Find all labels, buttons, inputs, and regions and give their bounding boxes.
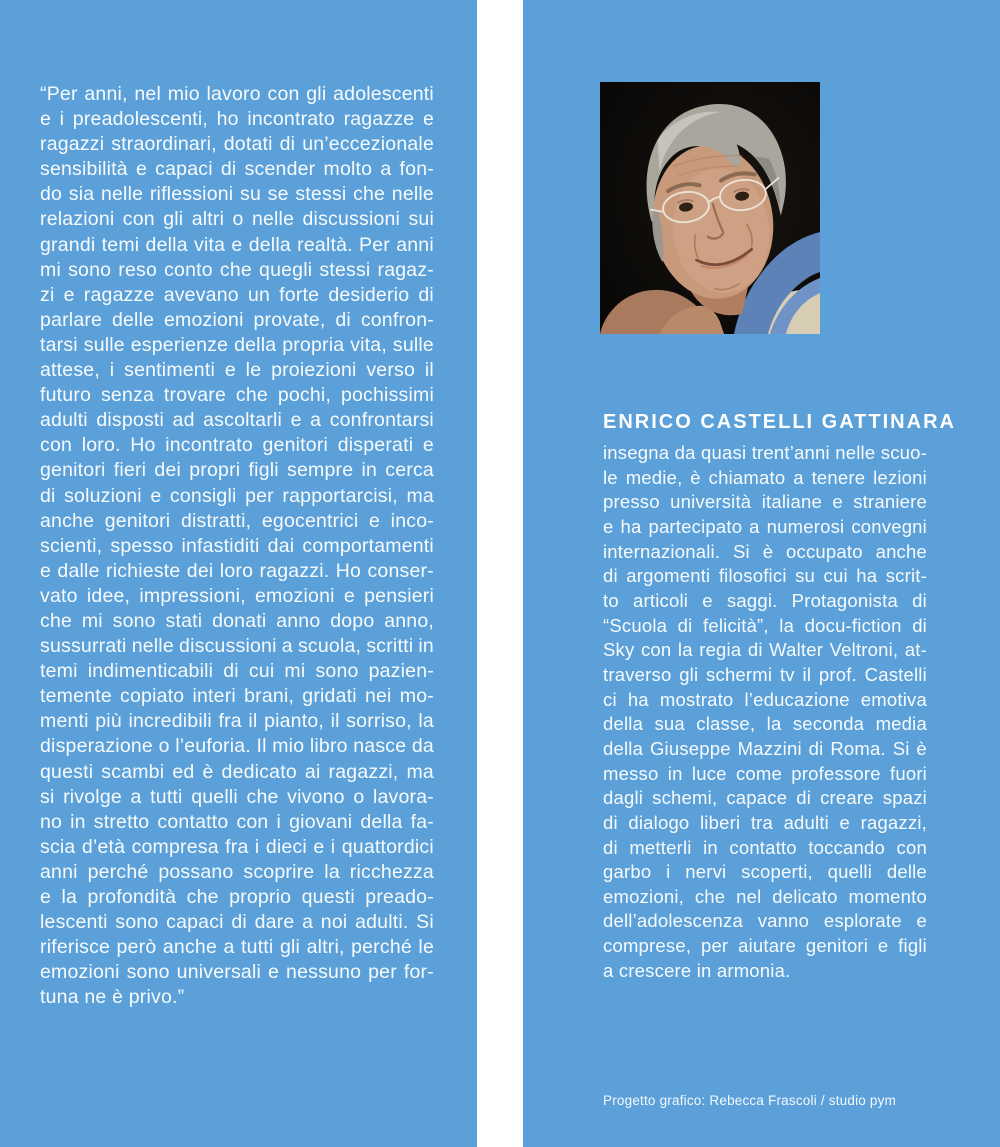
author-name: ENRICO CASTELLI GATTINARA — [603, 411, 956, 433]
text-line: messo in luce come professore fuori — [603, 762, 927, 784]
text-line: insegna da quasi trent’anni nelle scuo- — [603, 442, 927, 463]
text-line: riferisce però anche a tutti gli altri, perché le — [40, 936, 434, 959]
text-line: grandi temi della vita e della realtà. Per anni — [40, 233, 434, 256]
text-line: che mi sono stati donati anno dopo anno, — [40, 609, 434, 632]
text-line: di soluzioni e consigli per rapportarcisi, ma — [40, 484, 434, 507]
text-line: adulti disposti ad ascoltarli e a confrontarsi — [40, 409, 434, 432]
text-line: presso università italiane e straniere — [603, 491, 927, 513]
text-line: della sua classe, la seconda media — [603, 713, 927, 735]
text-line: temente copiato interi brani, gridati nei mo- — [40, 685, 434, 708]
text-line: “Scuola di felicità”, la docu-fiction di — [603, 614, 927, 636]
text-line: tarsi sulle esperienze della propria vita, sulle — [40, 333, 434, 356]
text-line: sussurrati nelle discussioni a scuola, scritti in — [40, 635, 434, 658]
design-credit: Progetto grafico: Rebecca Frascoli / studio pym — [603, 1093, 897, 1108]
text-line: ci ha mostrato l’educazione emotiva — [603, 688, 927, 710]
text-line: e ha partecipato a numerosi convegni — [603, 515, 927, 537]
text-line: menti più incredibili fra il pianto, il sorriso, la — [40, 710, 434, 733]
text-line: della Giuseppe Mazzini di Roma. Si è — [603, 737, 927, 759]
text-line: zi e ragazze avevano un forte desiderio di — [40, 283, 434, 306]
text-line: no in stretto contatto con i giovani della fa- — [40, 810, 434, 833]
text-line: comprese, per aiutare genitori e figli — [603, 935, 927, 957]
author-photo — [600, 82, 820, 334]
text-line: le medie, è chiamato a tenere lezioni — [603, 466, 927, 488]
text-line: parlare delle emozioni provate, di confron- — [40, 308, 434, 331]
text-line: scia d’età compresa fra i dieci e i quattordici — [40, 835, 434, 858]
text-line: dagli schemi, capace di creare spazi — [603, 787, 927, 809]
author-portrait-illustration — [600, 82, 820, 334]
text-line: mi sono reso conto che quegli stessi ragaz- — [40, 258, 434, 281]
text-line: di argomenti filosofici su cui ha scrit- — [603, 565, 927, 587]
text-line: e la profondità che proprio questi preado- — [40, 886, 434, 908]
bio-text — [603, 441, 927, 983]
text-line: con loro. Ho incontrato genitori disperati e — [40, 434, 434, 457]
text-line: si rivolge a tutti quelli che vivono o lavora- — [40, 785, 434, 808]
text-line: a crescere in armonia. — [603, 959, 791, 981]
text-line: temi indimenticabili di cui mi sono pazien- — [40, 660, 434, 683]
text-line: di metterli in contatto toccando con — [603, 836, 927, 858]
text-line: ragazzi straordinari, dotati di un’eccezionale — [40, 133, 434, 156]
text-line: attese, i sentimenti e le proiezioni verso il — [40, 359, 434, 382]
text-line: anche genitori distratti, egocentrici e inco- — [40, 509, 434, 532]
text-line: anni perché possano scoprire la ricchezza — [40, 860, 434, 883]
text-line: Sky con la regia di Walter Veltroni, at- — [603, 639, 927, 661]
text-line: vato idee, impressioni, emozioni e pensieri — [40, 584, 434, 607]
text-line: lescenti sono capaci di dare a noi adulti. Si — [40, 911, 434, 934]
text-line: emozioni, che nel delicato momento — [603, 885, 927, 907]
text-line: disperazione o l’euforia. Il mio libro nasce da — [40, 735, 434, 758]
text-line: di dialogo liberi tra adulti e ragazzi, — [603, 811, 927, 833]
text-line: e dalle richieste dei loro ragazzi. Ho conser- — [40, 559, 434, 582]
quote-text — [40, 82, 434, 1010]
text-line: tuna ne è privo.” — [40, 986, 185, 1009]
text-line: futuro senza trovare che pochi, pochissimi — [40, 384, 434, 407]
text-line: traverso gli schermi tv il prof. Castelli — [603, 663, 927, 685]
text-line: emozioni sono universali e nessuno per for- — [40, 961, 434, 984]
text-line: scienti, spesso infastiditi dai comportamenti — [40, 534, 434, 557]
text-line: to articoli e saggi. Protagonista di — [603, 589, 927, 611]
text-line: dell’adolescenza vanno esplorate e — [603, 910, 927, 932]
text-line: garbo i nervi scoperti, quelli delle — [603, 861, 927, 883]
text-line: “Per anni, nel mio lavoro con gli adolescenti — [40, 83, 434, 105]
text-line: sensibilità e capaci di scender molto a fon- — [40, 158, 434, 181]
text-line: relazioni con gli altri o nelle discussioni sui — [40, 208, 434, 231]
text-line: genitori fieri dei propri figli sempre in cerca — [40, 459, 434, 482]
text-line: do sia nelle riflessioni su se stessi che nelle — [40, 183, 434, 206]
left-flap-panel — [0, 0, 477, 1147]
right-flap-panel — [523, 0, 1000, 1147]
text-line: questi scambi ed è dedicato ai ragazzi, ma — [40, 760, 434, 783]
text-line: internazionali. Si è occupato anche — [603, 540, 927, 562]
text-line: e i preadolescenti, ho incontrato ragazze e — [40, 108, 434, 131]
